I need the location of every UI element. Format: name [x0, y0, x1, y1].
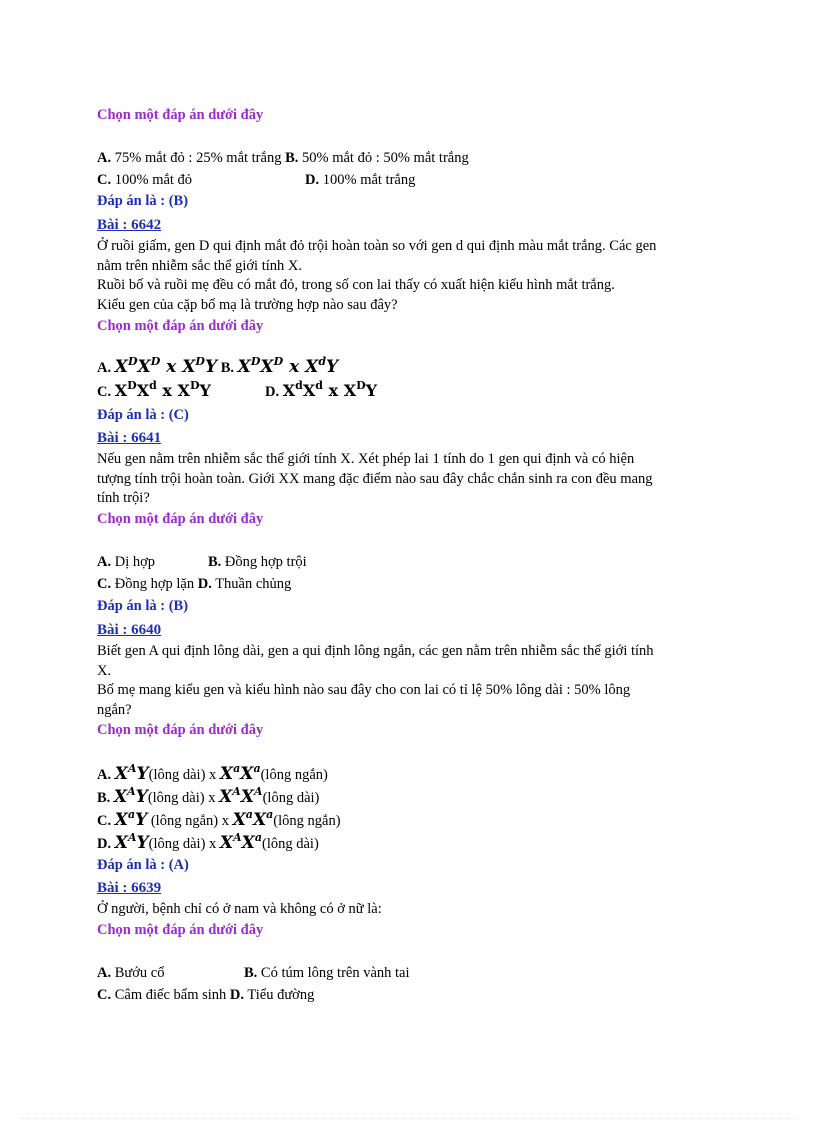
- option-d-text[interactable]: 100% mắt trắng: [322, 172, 416, 188]
- option-letter: B.: [220, 360, 235, 376]
- question-line: Ở ruồi giấm, gen D qui định mắt đỏ trội hoàn toàn so với gen d qui định màu mắt trắng. Các gen: [97, 238, 657, 254]
- option-letter: A.: [97, 767, 112, 783]
- question-text: [97, 642, 654, 720]
- option-a-genotype-2[interactable]: $X^aX^a$: [219, 762, 261, 784]
- option-letter: A.: [97, 965, 112, 981]
- question-line: tượng tính trội hoàn toàn. Giới XX mang đặc điểm nào sau đây chắc chắn sinh ra con đều mang: [97, 470, 653, 487]
- option-letter: D.: [97, 836, 112, 852]
- answer-line: Đáp án là : (B): [97, 193, 189, 209]
- option-d-genotype-2[interactable]: $X^AX^a$: [219, 831, 262, 853]
- question-line: Biết gen A qui định lông dài, gen a qui định lông ngắn, các gen nằm trên nhiễm sắc thể giới tính: [97, 643, 654, 659]
- option-letter: B.: [244, 965, 258, 981]
- option-letter: D.: [229, 987, 245, 1003]
- option-b-genotype-2[interactable]: $X^AX^A$: [219, 785, 263, 807]
- option-letter: A.: [97, 554, 112, 570]
- option-b-text[interactable]: Có túm lông trên vành tai: [260, 965, 410, 981]
- option-letter: C.: [97, 576, 112, 592]
- option-row: [97, 554, 155, 571]
- option-row: [244, 965, 410, 982]
- question-line: ngắn?: [97, 701, 132, 718]
- question-title-link[interactable]: Bài : 6642: [97, 217, 162, 233]
- question-title-link[interactable]: Bài : 6641: [97, 430, 162, 446]
- phenotype-2: (lông dài): [262, 836, 319, 852]
- option-row: [208, 554, 307, 571]
- choose-answer-prompt: Chọn một đáp án dưới đây: [97, 722, 264, 738]
- cross-sign: x: [209, 836, 217, 852]
- question-text: [97, 237, 656, 315]
- phenotype-1: (lông dài): [148, 836, 206, 852]
- question-line: Ruồi bố và ruồi mẹ đều có mắt đỏ, trong số con lai thấy có xuất hiện kiểu hình mắt trắng.: [97, 277, 615, 293]
- option-c-genotype-1[interactable]: $X^aY$: [114, 808, 148, 830]
- question-line: X.: [97, 662, 112, 679]
- option-letter: D.: [265, 384, 280, 400]
- cross-sign: x: [208, 790, 216, 806]
- option-a-text[interactable]: Bướu cổ: [114, 965, 165, 981]
- question-text: [97, 450, 653, 509]
- question-line: Nếu gen nằm trên nhiễm sắc thể giới tính X. Xét phép lai 1 tính do 1 gen qui định và có hiện: [97, 451, 635, 467]
- option-row: [97, 987, 314, 1004]
- option-a-genotype-1[interactable]: $X^AY$: [114, 762, 149, 784]
- option-c-genotype-2[interactable]: $X^aX^a$: [232, 808, 274, 830]
- option-c-text[interactable]: Đồng hợp lặn: [114, 576, 195, 592]
- answer-line: Đáp án là : (C): [97, 407, 189, 423]
- option-a-text[interactable]: Dị hợp: [114, 554, 156, 570]
- phenotype-1: (lông dài): [148, 767, 206, 783]
- option-c-formula[interactable]: $X^DX^d$ x $X^DY$: [114, 379, 211, 400]
- option-b-text[interactable]: 50% mắt đỏ : 50% mắt trắng: [302, 150, 469, 166]
- phenotype-1: (lông ngắn): [150, 813, 219, 829]
- question-line: Kiểu gen của cặp bố mạ là trường hợp nào sau đây?: [97, 296, 398, 313]
- option-d-genotype-1[interactable]: $X^AY$: [114, 831, 149, 853]
- option-letter: C.: [97, 172, 112, 188]
- option-b-text[interactable]: Đồng hợp trội: [224, 554, 307, 570]
- question-line: nằm trên nhiễm sắc thể giới tính X.: [97, 257, 302, 274]
- option-c-text[interactable]: 100% mắt đỏ: [114, 172, 193, 188]
- option-d-text[interactable]: Thuần chủng: [215, 576, 292, 592]
- question-title-link[interactable]: Bài : 6640: [97, 622, 162, 638]
- option-row: [97, 764, 328, 784]
- cross-sign: x: [209, 767, 217, 783]
- option-a-formula[interactable]: $X^DX^D$ x $X^DY$: [114, 355, 218, 377]
- option-letter: C.: [97, 384, 112, 400]
- choose-answer-prompt: Chọn một đáp án dưới đây: [97, 107, 264, 123]
- choose-answer-prompt: Chọn một đáp án dưới đây: [97, 318, 264, 334]
- option-letter: D.: [305, 172, 320, 188]
- choose-answer-prompt: Chọn một đáp án dưới đây: [97, 511, 264, 527]
- option-letter: B.: [97, 790, 111, 806]
- question-title-link[interactable]: Bài : 6639: [97, 880, 162, 896]
- question-text: [97, 900, 382, 920]
- option-letter: A.: [97, 360, 112, 376]
- phenotype-2: (lông ngắn): [273, 813, 341, 829]
- page-footer-divider: [20, 1118, 796, 1119]
- question-line: Ở người, bệnh chỉ có ở nam và không có ở nữ là:: [97, 901, 382, 917]
- option-row: [97, 150, 469, 167]
- option-d-formula[interactable]: $X^dX^d$ x $X^DY$: [282, 379, 378, 400]
- option-letter: C.: [97, 813, 112, 829]
- option-row: [97, 965, 165, 982]
- option-row: [305, 172, 415, 189]
- option-c-text[interactable]: Câm điếc bẩm sinh: [114, 987, 227, 1003]
- question-line: tính trội?: [97, 490, 150, 506]
- phenotype-2: (lông ngắn): [260, 767, 328, 783]
- phenotype-1: (lông dài): [147, 790, 205, 806]
- answer-line: Đáp án là : (B): [97, 598, 189, 614]
- option-row: [97, 381, 211, 401]
- option-row: [97, 172, 192, 189]
- option-a-text[interactable]: 75% mắt đỏ : 25% mắt trắng: [114, 150, 282, 166]
- phenotype-2: (lông dài): [262, 790, 320, 806]
- option-letter: A.: [97, 150, 112, 166]
- option-letter: D.: [197, 576, 212, 592]
- option-row: [97, 787, 319, 807]
- answer-line: Đáp án là : (A): [97, 857, 189, 873]
- choose-answer-prompt: Chọn một đáp án dưới đây: [97, 922, 264, 938]
- option-b-genotype-1[interactable]: $X^AY$: [113, 785, 148, 807]
- option-row: [97, 357, 338, 377]
- option-b-formula[interactable]: $X^DX^D$ x $X^dY$: [237, 355, 339, 377]
- option-row: [265, 381, 377, 401]
- cross-sign: x: [221, 813, 229, 829]
- question-line: Bố mẹ mang kiểu gen và kiểu hình nào sau đây cho con lai có tỉ lệ 50% lông dài : 50% lông: [97, 682, 631, 698]
- option-letter: C.: [97, 987, 112, 1003]
- option-letter: B.: [208, 554, 222, 570]
- option-d-text[interactable]: Tiểu đường: [247, 987, 315, 1003]
- option-letter: B.: [285, 150, 299, 166]
- option-row: [97, 810, 341, 830]
- option-row: [97, 576, 291, 593]
- option-row: [97, 833, 319, 853]
